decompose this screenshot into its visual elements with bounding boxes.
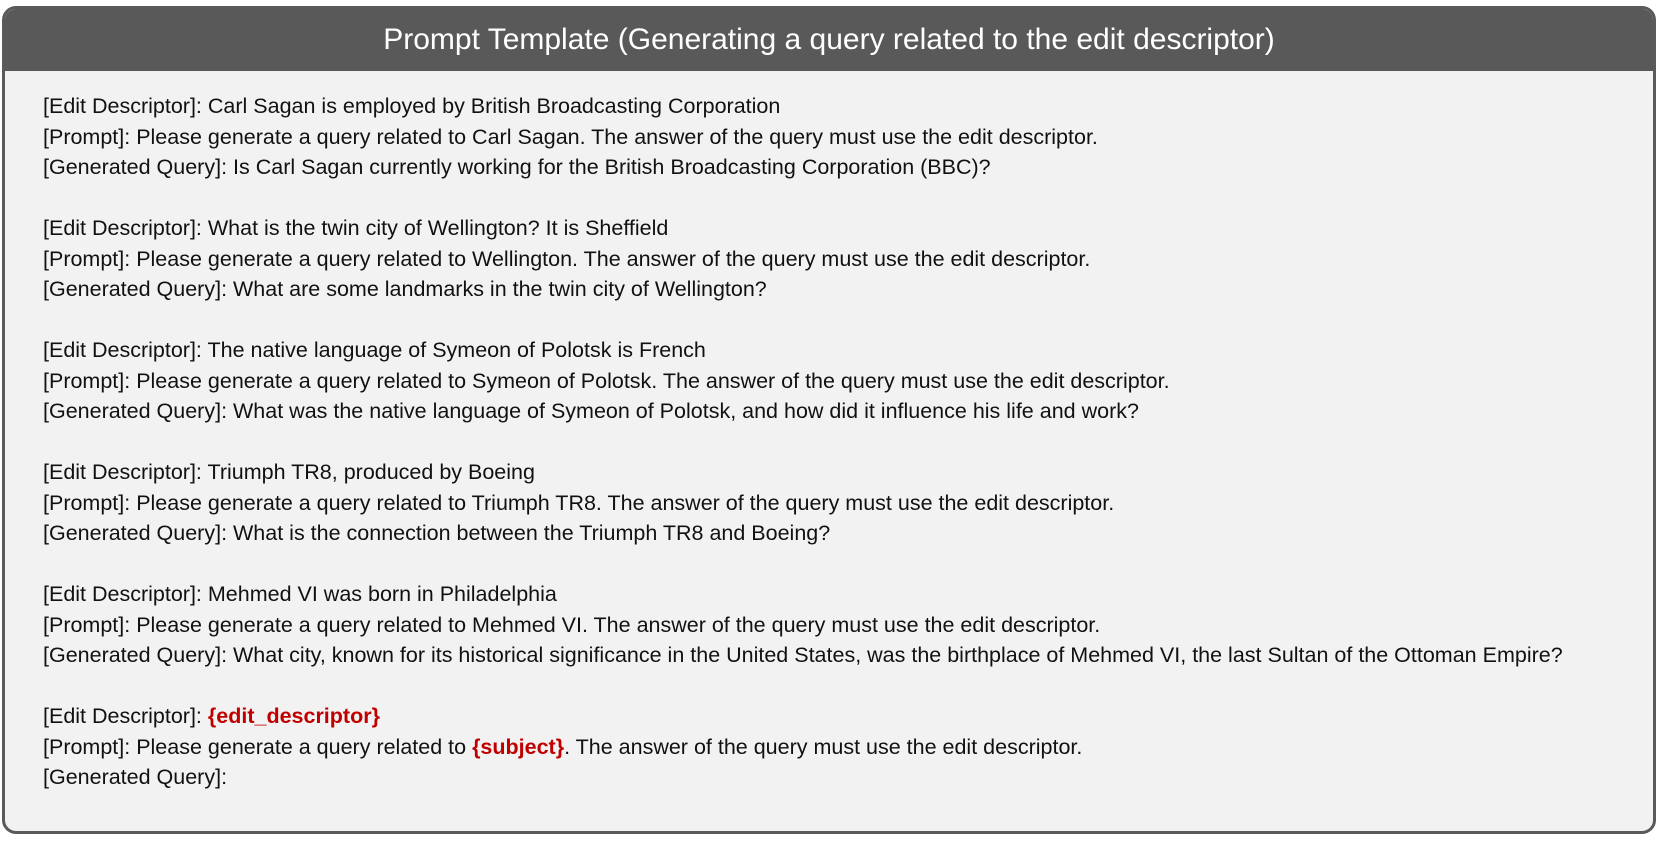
prompt-suffix: . The answer of the query must use the edit descriptor.: [564, 734, 1083, 759]
generated-query-line: [Generated Query]: Is Carl Sagan currently working for the British Broadcasting Corporation (BBC)?: [43, 155, 991, 179]
edit-descriptor-label: [Edit Descriptor]:: [43, 704, 208, 728]
prompt-line: [Prompt]: Please generate a query related to Symeon of Polotsk. The answer of the query must use the edit descriptor.: [43, 368, 1170, 393]
edit-descriptor-line: [Edit Descriptor]: Triumph TR8, produced by Boeing: [43, 460, 535, 484]
example-block: [43, 335, 1617, 427]
generated-query-line: [Generated Query]: What city, known for its historical significance in the United States, was the birthplace of Mehmed VI, the last Sultan of the Ottoman Empire?: [43, 643, 1563, 667]
template-prompt-line: [43, 732, 1617, 763]
template-block: [43, 701, 1617, 793]
example-block: [43, 457, 1617, 549]
edit-descriptor-line: [Edit Descriptor]: Carl Sagan is employed by British Broadcasting Corporation: [43, 94, 781, 118]
generated-query-line: [Generated Query]: What is the connection between the Triumph TR8 and Boeing?: [43, 521, 831, 545]
card-title: Prompt Template (Generating a query related to the edit descriptor): [5, 9, 1653, 71]
example-block: [43, 91, 1617, 183]
example-block: [43, 579, 1617, 671]
prompt-template-card: [2, 6, 1656, 834]
edit-descriptor-line: [Edit Descriptor]: Mehmed VI was born in Philadelphia: [43, 582, 557, 606]
prompt-prefix: [Prompt]: Please generate a query related to: [43, 734, 473, 759]
prompt-line: [Prompt]: Please generate a query related to Wellington. The answer of the query must use the edit descriptor.: [43, 246, 1091, 271]
edit-descriptor-line: [Edit Descriptor]: What is the twin city of Wellington? It is Sheffield: [43, 216, 669, 240]
generated-query-line: [Generated Query]: What are some landmarks in the twin city of Wellington?: [43, 277, 767, 301]
template-edit-descriptor-line: [43, 701, 1617, 732]
prompt-line: [Prompt]: Please generate a query related to Carl Sagan. The answer of the query must use the edit descriptor.: [43, 124, 1098, 149]
generated-query-line: [Generated Query]: What was the native language of Symeon of Polotsk, and how did it influence his life and work?: [43, 399, 1139, 423]
card-body: [5, 71, 1653, 793]
template-generated-query-line: [Generated Query]:: [43, 765, 228, 789]
subject-placeholder: {subject}: [472, 734, 565, 759]
prompt-line: [Prompt]: Please generate a query related to Mehmed VI. The answer of the query must use the edit descriptor.: [43, 612, 1101, 637]
edit-descriptor-line: [Edit Descriptor]: The native language of Symeon of Polotsk is French: [43, 338, 706, 362]
example-block: [43, 213, 1617, 305]
prompt-line: [Prompt]: Please generate a query related to Triumph TR8. The answer of the query must use the edit descriptor.: [43, 490, 1115, 515]
edit-descriptor-placeholder: {edit_descriptor}: [207, 704, 380, 728]
